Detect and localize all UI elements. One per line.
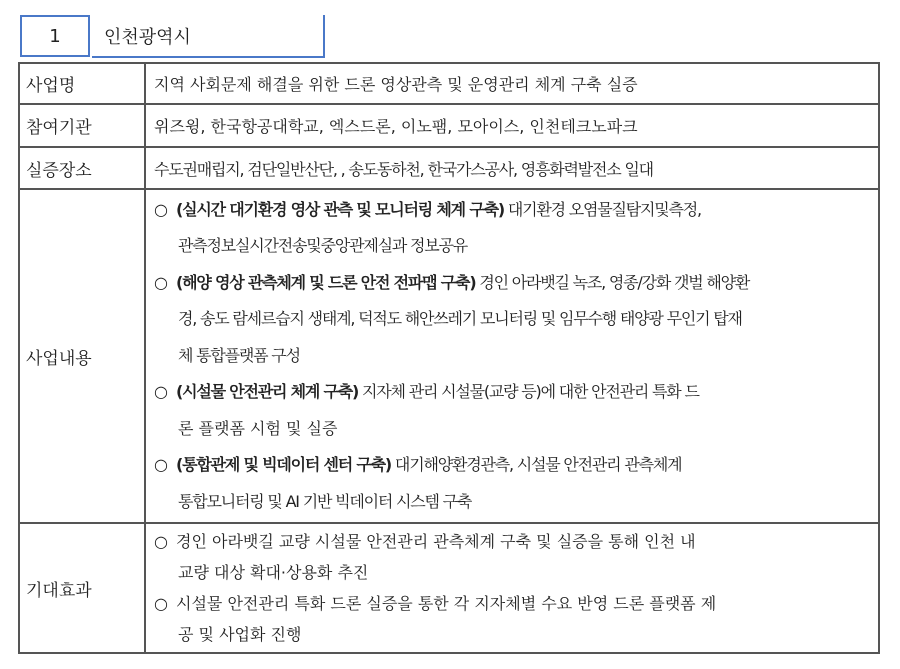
content-item [154,192,878,229]
item-heading: (시설물 안전관리 체계 구축) [176,382,359,402]
item-text: 대기해양환경관측, 시설물 안전관리 관측체계 [391,455,682,475]
content-item [154,265,878,302]
label-content: 사업내용 [19,189,145,523]
bullet-icon: ○ [154,272,167,292]
content-item [154,374,878,411]
value-location: 수도권매립지, 검단일반산단, , 송도동하천, 한국가스공사, 영흥화력발전소 일대 [145,147,879,189]
label-effects: 기대효과 [19,523,145,653]
effect-item [154,526,878,557]
bullet-icon: ○ [154,455,167,475]
section-number-text: 1 [49,25,61,47]
row-location [19,147,879,189]
item-continuation: 경, 송도 람세르습지 생태계, 덕적도 해안쓰레기 모니터링 및 임무수행 태양광 무인기 탑재 [178,309,742,329]
section-title [92,15,325,58]
item-heading: (통합관제 및 빅데이터 센터 구축) [176,455,392,475]
label-project-name: 사업명 [19,63,145,104]
effect-item [154,588,878,619]
label-location: 실증장소 [19,147,145,189]
item-continuation: 통합모니터링 및 AI 기반 빅데이터 시스템 구축 [178,491,472,511]
row-participants [19,104,879,147]
item-continuation: 공 및 사업화 진행 [178,625,302,644]
item-text: 대기환경 오염물질탐지및측정, [503,199,701,219]
project-table [18,62,880,654]
value-effects [145,523,879,653]
item-text: 지자체 관리 시설물(교량 등)에 대한 안전관리 특화 드 [358,382,699,402]
item-heading: (해양 영상 관측체계 및 드론 안전 전파맵 구축) [176,272,476,292]
value-project-name: 지역 사회문제 해결을 위한 드론 영상관측 및 운영관리 체계 구축 실증 [145,63,879,104]
bullet-icon: ○ [154,532,168,551]
bullet-icon: ○ [154,382,167,402]
section-title-text: 인천광역시 [104,26,191,48]
item-heading: (실시간 대기환경 영상 관측 및 모니터링 체계 구축) [176,199,504,219]
value-participants: 위즈윙, 한국항공대학교, 엑스드론, 이노팸, 모아이스, 인천테크노파크 [145,104,879,147]
section-number [20,15,90,57]
item-text: 시설물 안전관리 특화 드론 실증을 통한 각 지자체별 수요 반영 드론 플랫폼 제 [176,594,717,613]
item-continuation: 관측정보실시간전송및중앙관제실과 정보공유 [178,236,468,256]
value-content [145,189,879,523]
row-project-name [19,63,879,104]
item-text: 경인 아라뱃길 교량 시설물 안전관리 관측체계 구축 및 실증을 통해 인천 내 [176,532,696,551]
item-continuation: 교량 대상 확대·상용화 추진 [178,563,369,582]
item-text: 경인 아라뱃길 녹조, 영종/강화 갯벌 해양환 [475,272,750,292]
item-continuation: 체 통합플랫폼 구성 [178,345,300,365]
item-continuation: 론 플랫폼 시험 및 실증 [178,418,338,438]
row-effects [19,523,879,653]
bullet-icon: ○ [154,594,168,613]
label-participants: 참여기관 [19,104,145,147]
bullet-icon: ○ [154,199,167,219]
content-item [154,447,878,484]
row-content [19,189,879,523]
